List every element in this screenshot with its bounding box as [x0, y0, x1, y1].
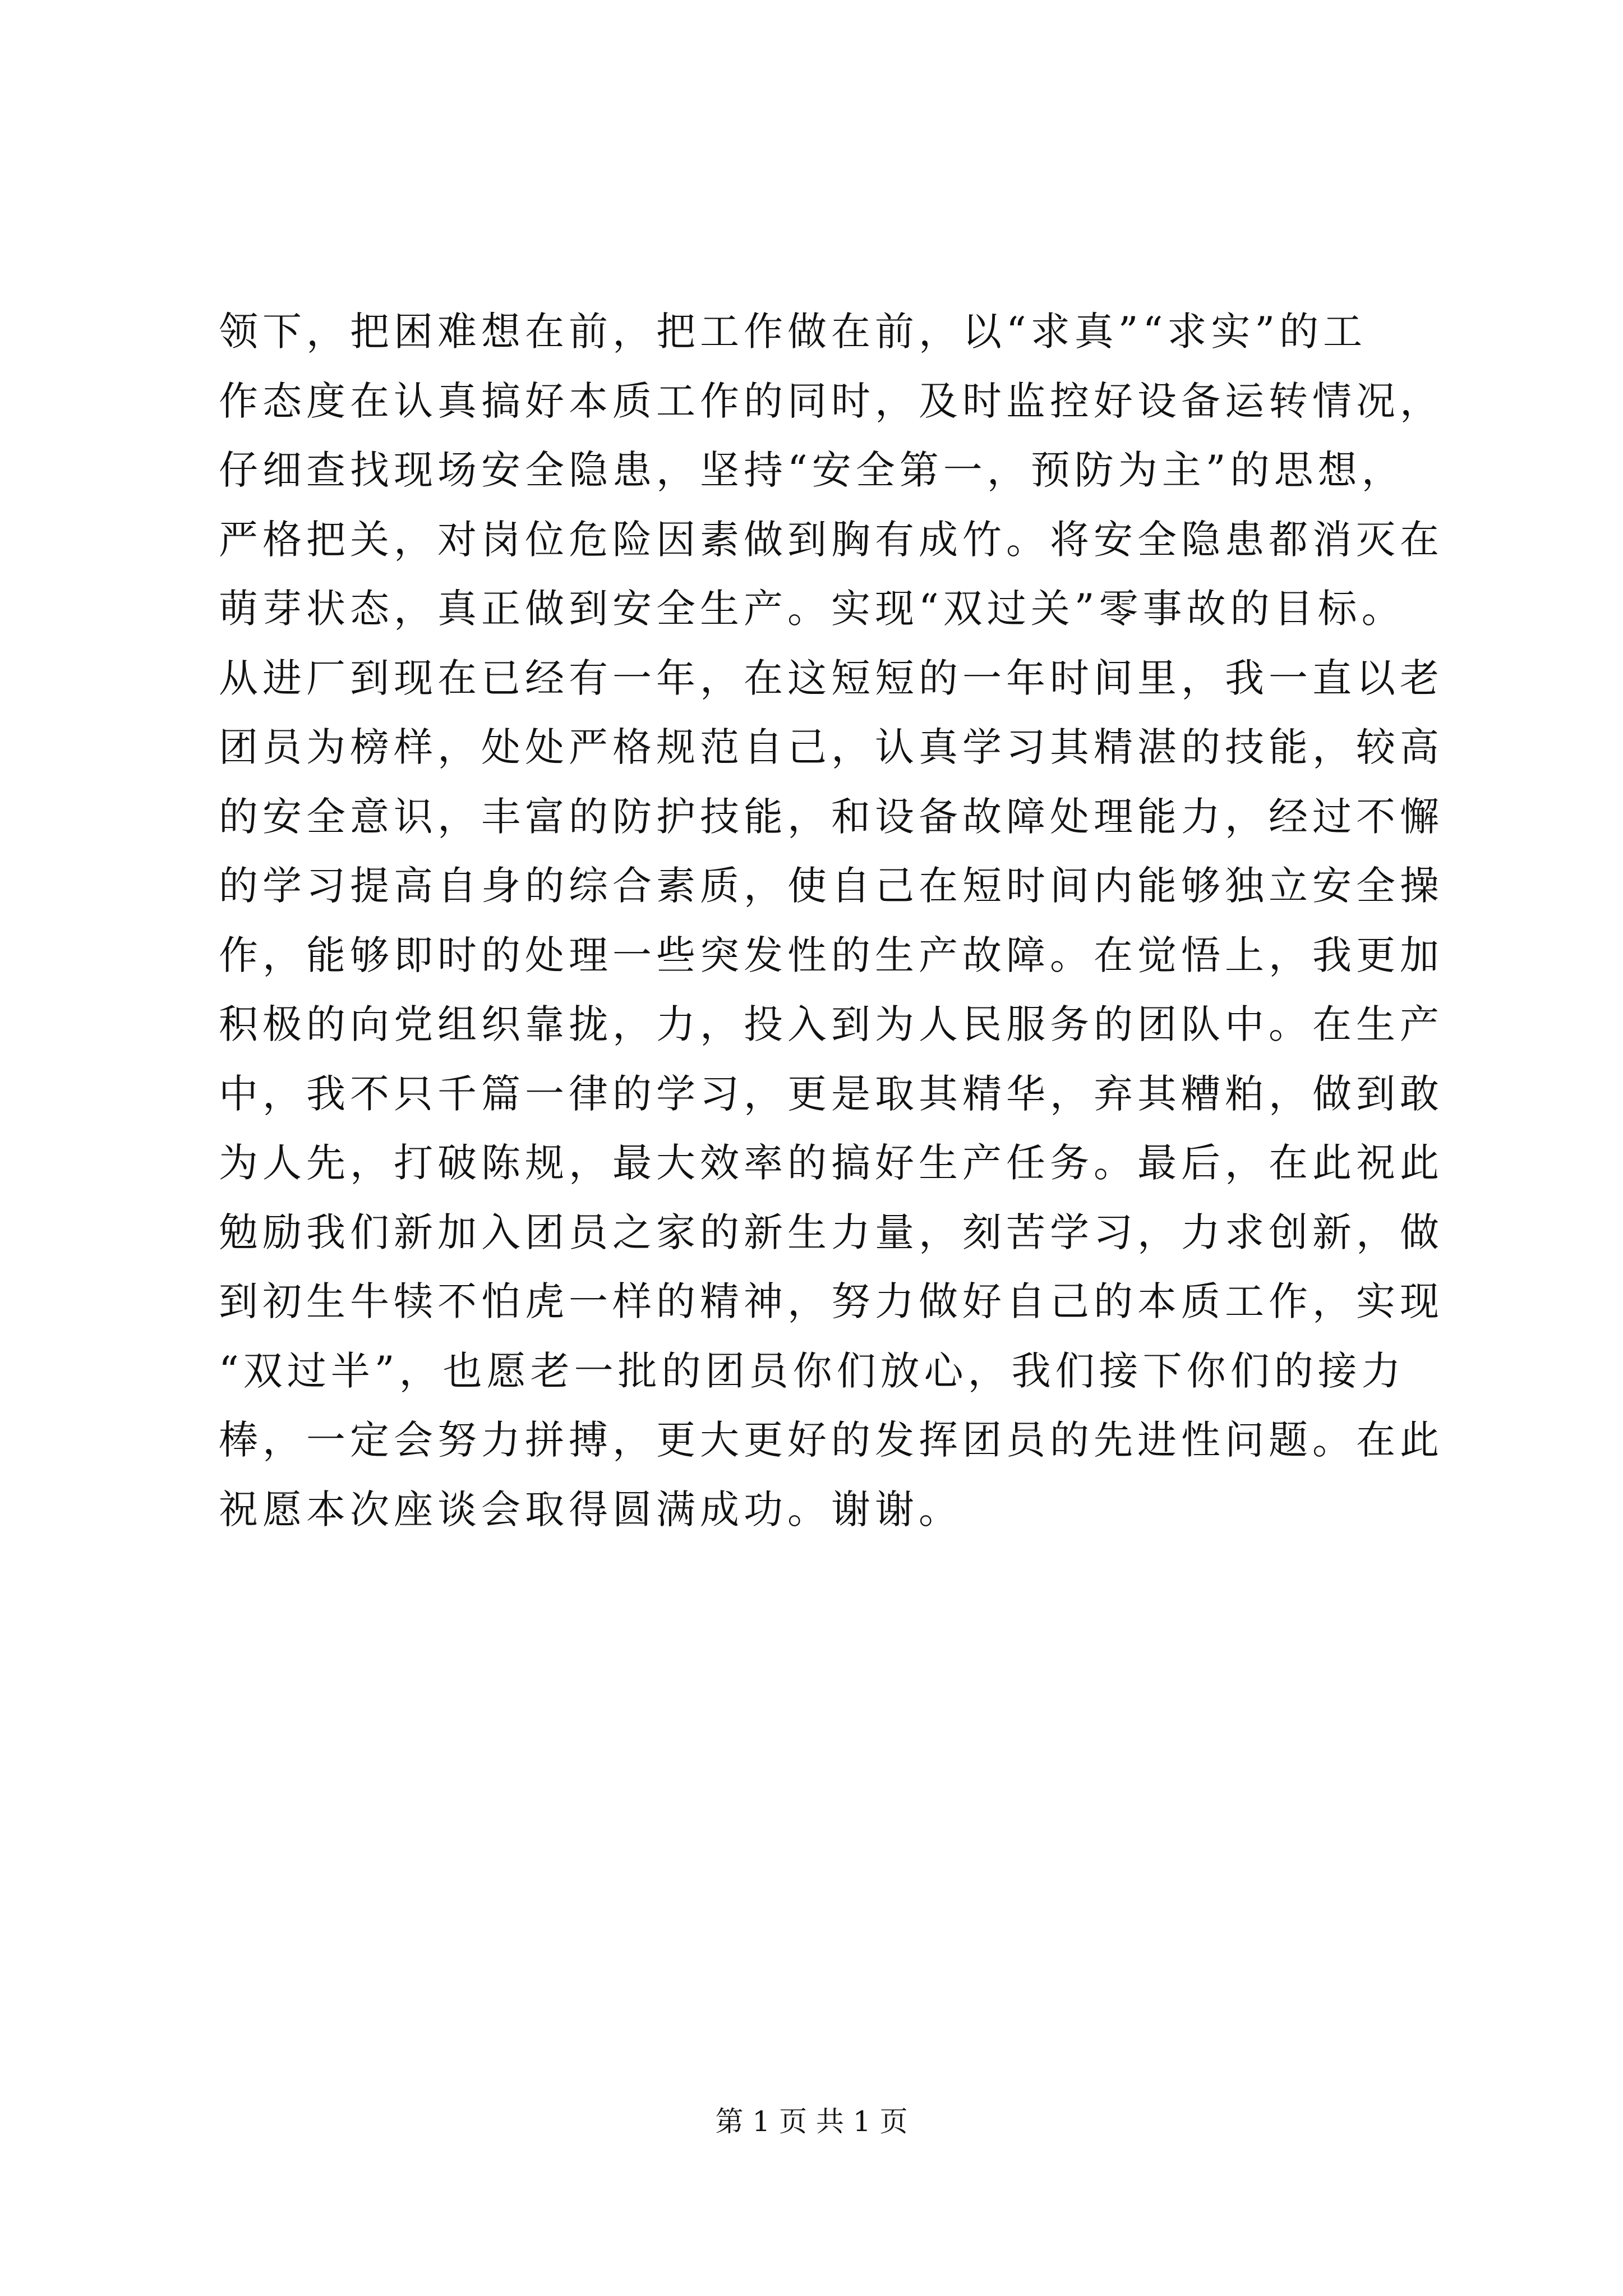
text-line: 棒，一定会努力拼搏，更大更好的发挥团员的先进性问题。在此: [219, 1417, 1444, 1463]
text-line: 中，我不只千篇一律的学习，更是取其精华，弃其糟粕，做到敢: [219, 1070, 1444, 1117]
text-line: 仔细查找现场安全隐患，坚持“安全第一，预防为主”的思想，: [219, 447, 1405, 493]
text-line: 严格把关，对岗位危险因素做到胸有成竹。将安全隐患都消灭在: [219, 516, 1444, 563]
text-line: 从进厂到现在已经有一年，在这短短的一年时间里，我一直以老: [219, 655, 1444, 701]
text-line: 的学习提高自身的综合素质，使自己在短时间内能够独立安全操: [219, 863, 1444, 909]
text-line: “双过半”，也愿老一批的团员你们放心，我们接下你们的接力: [219, 1347, 1405, 1394]
text-line: 团员为榜样，处处严格规范自己，认真学习其精湛的技能，较高: [219, 724, 1444, 770]
body-text: [219, 297, 1444, 1544]
text-line: 祝愿本次座谈会取得圆满成功。谢谢。: [219, 1486, 962, 1533]
text-line: 作态度在认真搞好本质工作的同时，及时监控好设备运转情况，: [219, 378, 1444, 424]
text-line: 为人先，打破陈规，最大效率的搞好生产任务。最后，在此祝此: [219, 1140, 1444, 1186]
text-line: 领下，把困难想在前，把工作做在前，以“求真”“求实”的工: [219, 309, 1367, 355]
text-line: 的安全意识，丰富的防护技能，和设备故障处理能力，经过不懈: [219, 793, 1444, 840]
text-line: 作，能够即时的处理一些突发性的生产故障。在觉悟上，我更加: [219, 932, 1444, 978]
page-footer: 第 1 页 共 1 页: [715, 2105, 908, 2138]
text-line: 到初生牛犊不怕虎一样的精神，努力做好自己的本质工作，实现: [219, 1278, 1444, 1324]
text-line: 萌芽状态，真正做到安全生产。实现“双过关”零事故的目标。: [219, 586, 1405, 632]
text-line: 积极的向党组织靠拢，力，投入到为人民服务的团队中。在生产: [219, 1001, 1444, 1047]
text-line: 勉励我们新加入团员之家的新生力量，刻苦学习，力求创新，做: [219, 1209, 1444, 1255]
